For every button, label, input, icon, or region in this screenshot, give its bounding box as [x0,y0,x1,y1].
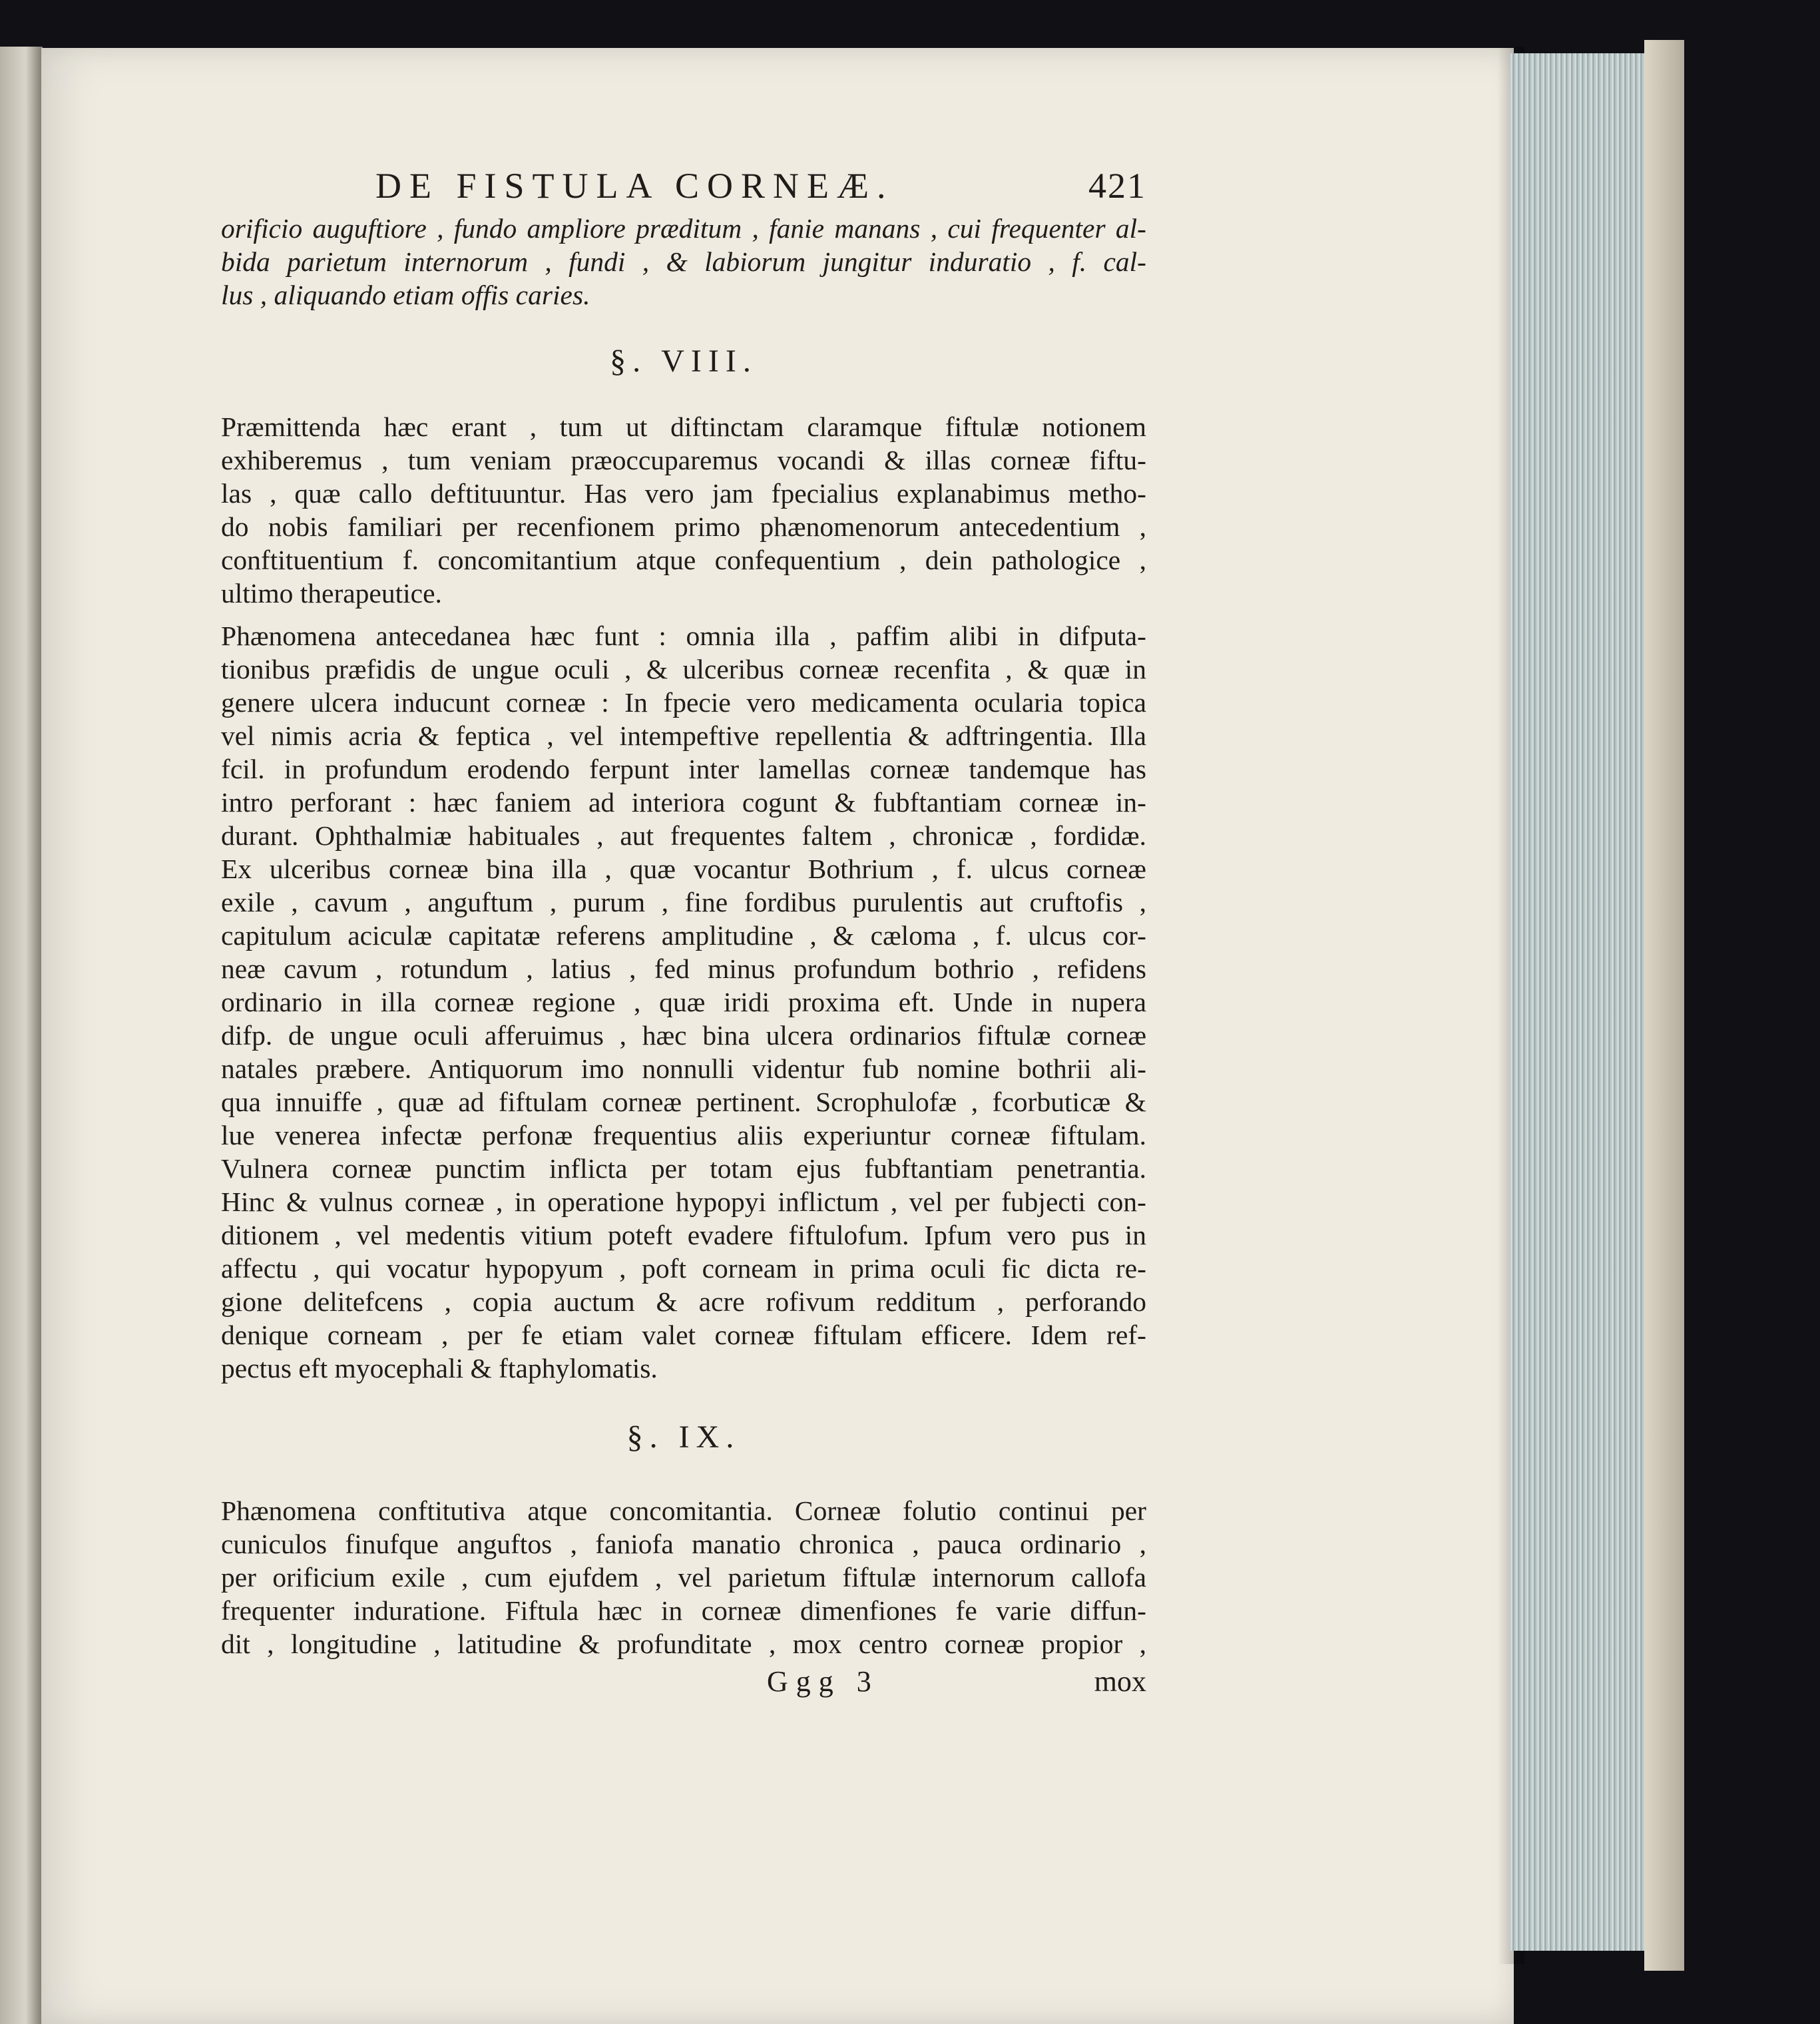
page-block-edges [1510,53,1650,1951]
text-line: vel nimis acria & feptica , vel intempeftive repellentia & adftringentia. Illa [221,720,1146,751]
running-title: DE FISTULA CORNEÆ. [375,166,894,206]
paragraph-2 [221,619,1146,1385]
paragraph-1 [221,410,1146,610]
text-line: intro perforant : hæc faniem ad interiora cogunt & fubftantiam corneæ in- [221,787,1146,818]
running-header [221,165,1146,212]
paragraph-3 [221,1494,1146,1660]
text-line: Phænomena antecedanea hæc funt : omnia illa , paffim alibi in difputa- [221,621,1146,651]
catchword: mox [1094,1665,1146,1698]
text-line: Præmittenda hæc erant , tum ut diftinctam claramque fiftulæ notionem [221,411,1146,442]
text-line: Hinc & vulnus corneæ , in operatione hypopyi inflictum , vel per fubjecti con- [221,1186,1146,1217]
signature-mark: Ggg 3 [767,1665,879,1698]
page-footer [221,1664,1146,1704]
text-line: qua innuiffe , quæ ad fiftulam corneæ pertinent. Scrophulofæ , fcorbuticæ & [221,1087,1146,1117]
section-heading-8: §. VIII. [610,344,758,379]
text-line: las , quæ callo deftituuntur. Has vero jam fpecialius explanabimus metho- [221,478,1146,509]
text-line: cuniculos finufque anguftos , faniofa manatio chronica , pauca ordinario , [221,1529,1146,1559]
text-line: genere ulcera inducunt corneæ : In fpecie vero medicamenta ocularia topica [221,687,1146,718]
text-line: Vulnera corneæ punctim inflicta per totam ejus fubftantiam penetrantia. [221,1153,1146,1184]
text-line: tionibus præfidis de ungue oculi , & ulceribus corneæ recenfita , & quæ in [221,654,1146,684]
text-line: denique corneam , per fe etiam valet corneæ fiftulam efficere. Idem ref- [221,1320,1146,1350]
text-line: pectus eft myocephali & ftaphylomatis. [221,1353,658,1384]
block1 [221,212,1146,312]
text-line: durant. Ophthalmiæ habituales , aut frequentes faltem , chronicæ , fordidæ. [221,820,1146,851]
text-line: orificio auguftiore , fundo ampliore præditum , fanie manans , cui frequenter al- [221,213,1146,244]
text-line: ordinario in illa corneæ regione , quæ iridi proxima eft. Unde in nupera [221,987,1146,1017]
page-number: 421 [1088,166,1146,206]
text-line: per orificium exile , cum ejufdem , vel parietum fiftulæ internorum callofa [221,1562,1146,1593]
text-line: dit , longitudine , latitudine & profunditate , mox centro corneæ propior , [221,1629,1146,1659]
text-line: exile , cavum , anguftum , purum , fine fordibus purulentis aut cruftofis , [221,887,1146,917]
text-line: bida parietum internorum , fundi , & labiorum jungitur induratio , f. cal- [221,246,1146,277]
text-line: difp. de ungue oculi afferuimus , hæc bina ulcera ordinarios fiftulæ corneæ [221,1020,1146,1051]
text-line: ditionem , vel medentis vitium poteft evadere fiftulofum. Ipfum vero pus in [221,1220,1146,1250]
text-line: conftituentium f. concomitantium atque confequentium , dein pathologice , [221,545,1146,575]
text-line: frequenter induratione. Fiftula hæc in corneæ dimenfiones fe varie diffun- [221,1595,1146,1626]
text-line: lus , aliquando etiam offis caries. [221,280,590,310]
text-line: capitulum aciculæ capitatæ referens amplitudine , & cæloma , f. ulcus cor- [221,920,1146,951]
text-line: fcil. in profundum erodendo ferpunt inter lamellas corneæ tandemque has [221,754,1146,784]
section-heading-9: §. IX. [626,1419,741,1455]
text-line: Phænomena conftitutiva atque concomitantia. Corneæ folutio continui per [221,1495,1146,1526]
text-line: exhiberemus , tum veniam præoccuparemus vocandi & illas corneæ fiftu- [221,445,1146,475]
text-line: neæ cavum , rotundum , latius , fed minus profundum bothrio , refidens [221,953,1146,984]
text-line: lue venerea infectæ perfonæ frequentius aliis experiuntur corneæ fiftulam. [221,1120,1146,1150]
text-block [221,165,1146,1704]
text-line: gione delitefcens , copia auctum & acre rofivum redditum , perforando [221,1286,1146,1317]
text-line: Ex ulceribus corneæ bina illa , quæ vocantur Bothrium , f. ulcus corneæ [221,854,1146,884]
book-cover-edge [1644,40,1684,1971]
text-line: do nobis familiari per recenfionem primo phænomenorum antecedentium , [221,511,1146,542]
text-line: affectu , qui vocatur hypopyum , poft corneam in prima oculi fic dicta re- [221,1253,1146,1284]
facing-page-edge [0,47,43,2024]
text-line: natales præbere. Antiquorum imo nonnulli videntur fub nomine bothrii ali- [221,1053,1146,1084]
text-line: ultimo therapeutice. [221,578,442,609]
